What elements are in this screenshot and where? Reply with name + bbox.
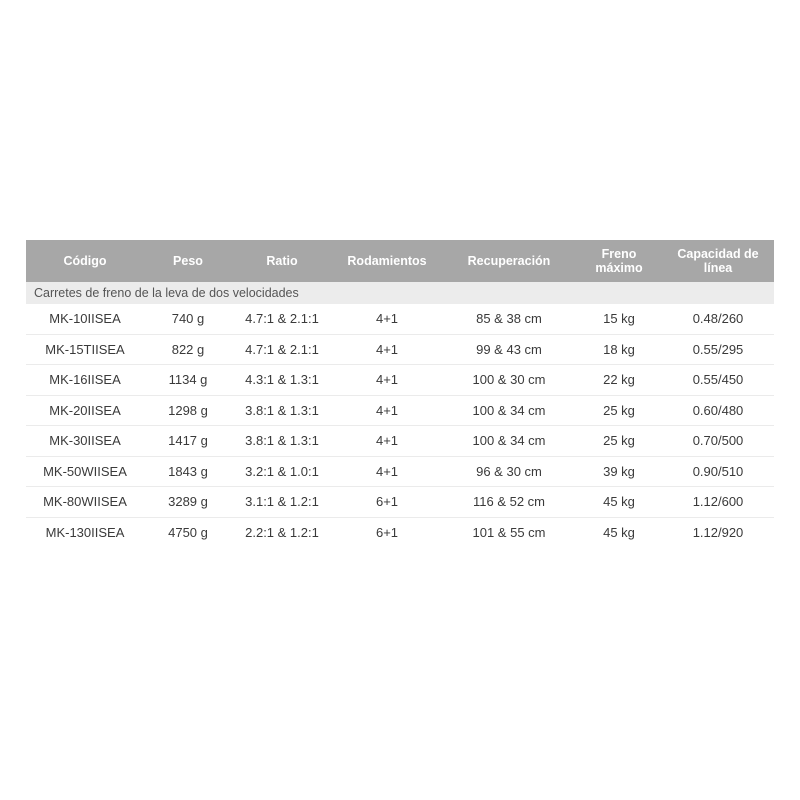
- section-row: [26, 282, 774, 304]
- header-freno-maximo: Freno máximo: [576, 240, 662, 282]
- cell-ratio: 3.2:1 & 1.0:1: [232, 456, 332, 487]
- cell-ratio: 4.7:1 & 2.1:1: [232, 304, 332, 334]
- cell-ratio: 4.7:1 & 2.1:1: [232, 334, 332, 365]
- cell-ratio: 3.8:1 & 1.3:1: [232, 426, 332, 457]
- cell-rodamientos: 4+1: [332, 426, 442, 457]
- cell-rodamientos: 6+1: [375, 524, 399, 540]
- cell-rodamientos: 4+1: [332, 334, 442, 365]
- cell-capacidad-linea: 1.12/600: [662, 487, 774, 518]
- cell-peso: 1298 g: [144, 395, 232, 426]
- table-row: [26, 456, 774, 487]
- header-ratio: Ratio: [232, 240, 332, 282]
- cell-rodamientos: 4+1: [332, 365, 442, 396]
- cell-peso: 1843 g: [144, 456, 232, 487]
- cell-peso: 740 g: [144, 304, 232, 334]
- cell-peso: 4750 g: [168, 524, 208, 540]
- header-capacidad-linea: Capacidad de línea: [662, 240, 774, 282]
- cell-freno-maximo: 45 kg: [576, 487, 662, 518]
- cell-freno-maximo: 45 kg: [603, 524, 635, 540]
- cell-capacidad-linea: 0.55/295: [662, 334, 774, 365]
- cell-freno-maximo: 25 kg: [576, 426, 662, 457]
- cell-codigo: MK-16IISEA: [26, 365, 144, 396]
- table-row: [26, 426, 774, 457]
- table-row: [26, 334, 774, 365]
- table-header: [26, 240, 774, 282]
- cell-peso: 822 g: [144, 334, 232, 365]
- cell-recuperacion: 100 & 30 cm: [442, 365, 576, 396]
- table-row: [26, 365, 774, 396]
- cell-capacidad-linea: 0.55/450: [662, 365, 774, 396]
- cell-ratio: 3.1:1 & 1.2:1: [232, 487, 332, 518]
- cell-freno-maximo: 25 kg: [576, 395, 662, 426]
- cell-freno-maximo: 39 kg: [576, 456, 662, 487]
- cell-capacidad-linea: 1.12/920: [692, 524, 744, 540]
- cell-codigo: MK-30IISEA: [26, 426, 144, 457]
- cell-peso: 1134 g: [144, 365, 232, 396]
- cell-recuperacion: 99 & 43 cm: [442, 334, 576, 365]
- cell-codigo: MK-15TIISEA: [26, 334, 144, 365]
- cell-recuperacion: 116 & 52 cm: [442, 487, 576, 518]
- cell-codigo: MK-10IISEA: [26, 304, 144, 334]
- header-row: [26, 240, 774, 282]
- header-peso: Peso: [144, 240, 232, 282]
- cell-recuperacion: 100 & 34 cm: [442, 395, 576, 426]
- cell-freno-maximo: 15 kg: [576, 304, 662, 334]
- cell-recuperacion: 96 & 30 cm: [442, 456, 576, 487]
- table-row: [26, 517, 774, 547]
- spec-table: [26, 240, 774, 547]
- cell-capacidad-linea: 0.48/260: [662, 304, 774, 334]
- table-body: [26, 282, 774, 547]
- table-row: [26, 487, 774, 518]
- cell-capacidad-linea: 0.60/480: [662, 395, 774, 426]
- cell-capacidad-linea: 0.90/510: [662, 456, 774, 487]
- table-row: [26, 304, 774, 334]
- header-codigo: Código: [26, 240, 144, 282]
- cell-rodamientos: 4+1: [332, 304, 442, 334]
- cell-recuperacion: 85 & 38 cm: [442, 304, 576, 334]
- section-title: Carretes de freno de la leva de dos velocidades: [26, 282, 774, 304]
- cell-rodamientos: 4+1: [332, 456, 442, 487]
- cell-ratio: 3.8:1 & 1.3:1: [232, 395, 332, 426]
- cell-codigo: MK-80WIISEA: [26, 487, 144, 518]
- cell-peso: 3289 g: [144, 487, 232, 518]
- cell-peso: 1417 g: [144, 426, 232, 457]
- cell-capacidad-linea: 0.70/500: [662, 426, 774, 457]
- cell-codigo: MK-20IISEA: [26, 395, 144, 426]
- cell-recuperacion: 101 & 55 cm: [472, 524, 546, 540]
- cell-ratio: 4.3:1 & 1.3:1: [232, 365, 332, 396]
- cell-freno-maximo: 22 kg: [576, 365, 662, 396]
- cell-ratio: 2.2:1 & 1.2:1: [245, 524, 319, 540]
- cell-recuperacion: 100 & 34 cm: [442, 426, 576, 457]
- cell-rodamientos: 4+1: [332, 395, 442, 426]
- header-rodamientos: Rodamientos: [332, 240, 442, 282]
- header-recuperacion: Recuperación: [442, 240, 576, 282]
- cell-codigo: MK-50WIISEA: [26, 456, 144, 487]
- cell-codigo: MK-130IISEA: [45, 524, 125, 540]
- table-row: [26, 395, 774, 426]
- cell-freno-maximo: 18 kg: [576, 334, 662, 365]
- cell-rodamientos: 6+1: [332, 487, 442, 518]
